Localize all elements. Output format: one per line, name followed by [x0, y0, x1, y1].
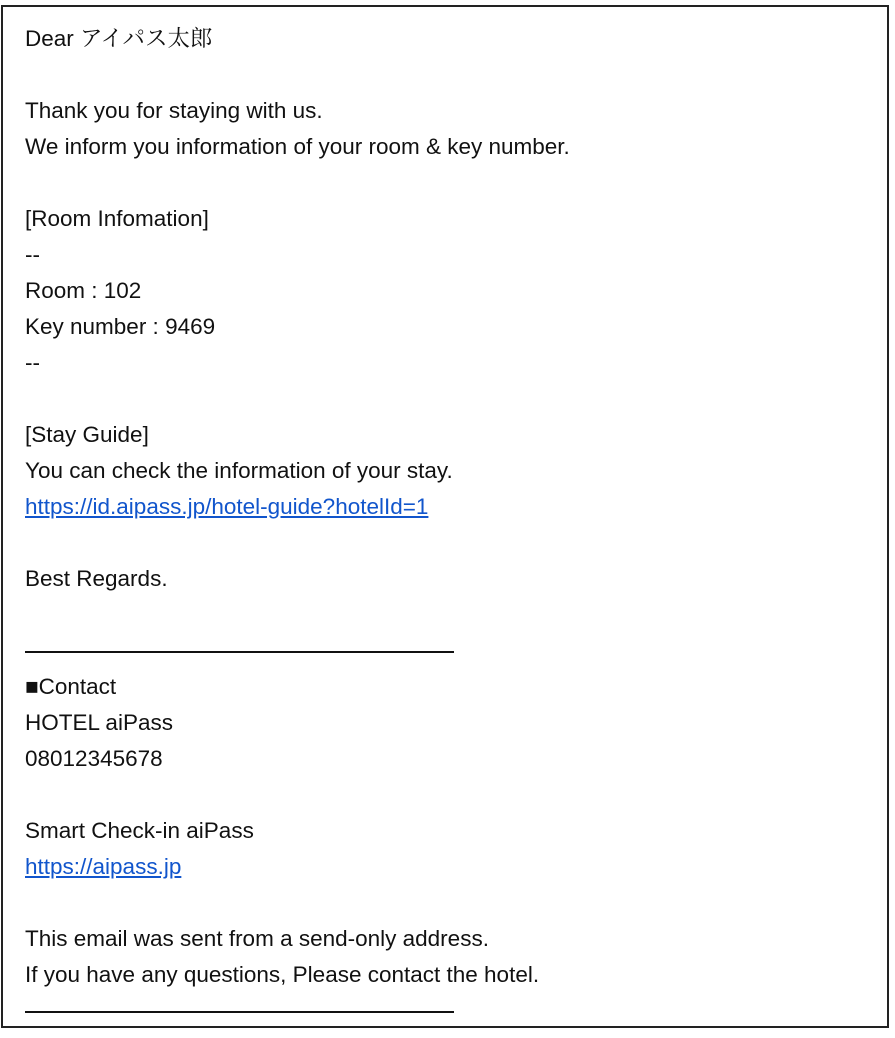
stay-guide-link[interactable]: https://id.aipass.jp/hotel-guide?hotelId=1 [25, 494, 429, 519]
greeting: Dear アイパス太郎 [25, 26, 213, 51]
divider-bottom [25, 993, 875, 1013]
footer-line-2: If you have any questions, Please contact the hotel. [25, 962, 540, 987]
blank-line [25, 885, 875, 921]
service-name: Smart Check-in aiPass [25, 818, 254, 843]
blank-line [25, 57, 875, 93]
intro-line-1: Thank you for staying with us. [25, 98, 323, 123]
contact-heading: ■Contact [25, 674, 117, 699]
stay-guide-text: You can check the information of your stay. [25, 458, 453, 483]
blank-line [25, 381, 875, 417]
blank-line [25, 525, 875, 561]
service-link[interactable]: https://aipass.jp [25, 854, 182, 879]
service-line [25, 849, 875, 885]
blank-line [25, 165, 875, 201]
closing: Best Regards. [25, 566, 168, 591]
room-number: Room : 102 [25, 278, 142, 303]
footer-line-1: This email was sent from a send-only address. [25, 926, 489, 951]
stay-guide-heading: [Stay Guide] [25, 422, 149, 447]
stay-guide-line [25, 489, 875, 525]
room-info-separator-top: -- [25, 242, 40, 267]
intro-line-2: We inform you information of your room & key number. [25, 134, 570, 159]
email-frame [1, 5, 889, 1028]
hotel-phone: 08012345678 [25, 746, 163, 771]
hotel-name: HOTEL aiPass [25, 710, 173, 735]
divider-top [25, 633, 875, 669]
room-info-heading: [Room Infomation] [25, 206, 209, 231]
room-info-separator-bottom: -- [25, 350, 40, 375]
blank-line [25, 777, 875, 813]
key-number: Key number : 9469 [25, 314, 216, 339]
blank-line [25, 597, 875, 633]
email-body [25, 21, 875, 1013]
